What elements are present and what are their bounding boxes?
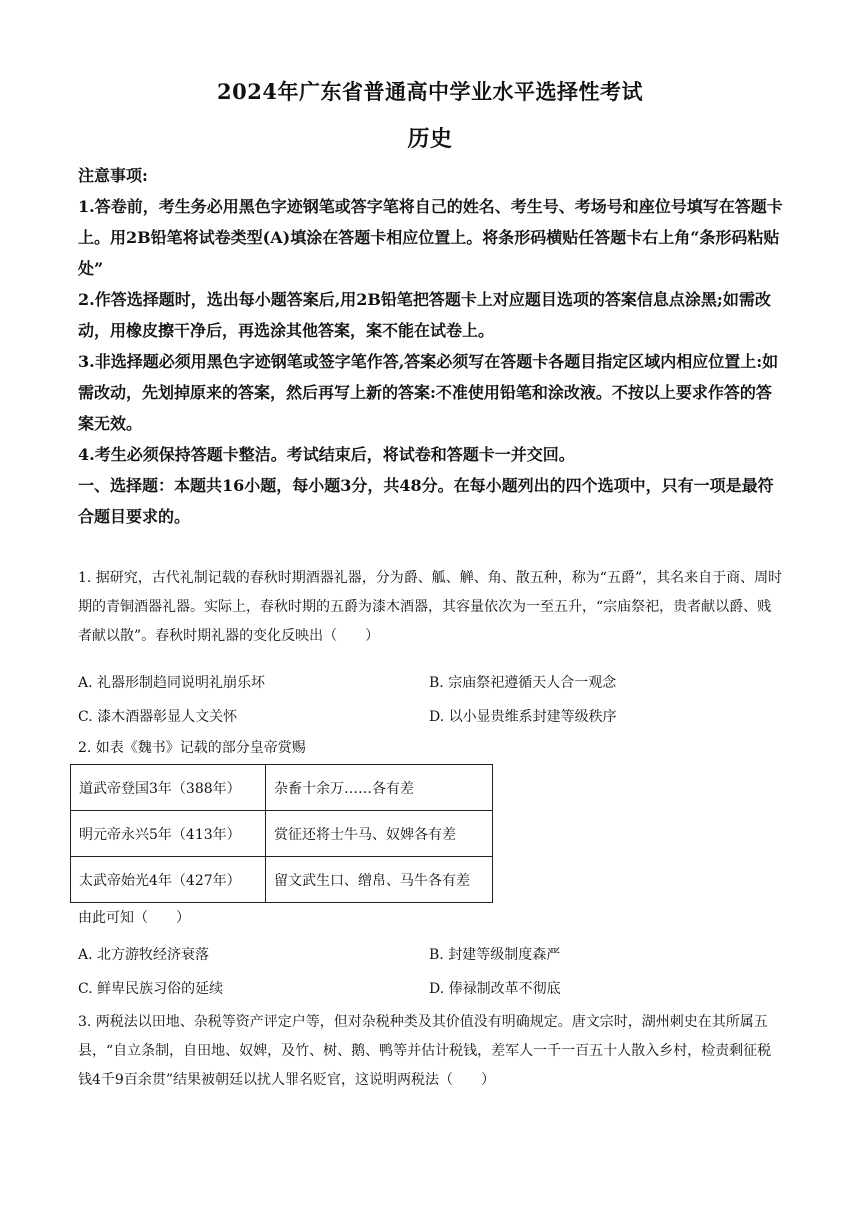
- table-row: [71, 811, 493, 857]
- option-b: B. 宗庙祭祀遵循天人合一观念: [429, 675, 617, 691]
- question-3-stem: 3. 两税法以田地、杂税等资产评定户等，但对杂税种类及其价值没有明确规定。唐文宗时，湖州刺史在其所属五县，“自立条制，自田地、奴婢，及竹、树、鹅、鸭等并估计税钱，差军人一千一百五十人散入乡村，检责剩征税钱4千9百余贯”结果被朝廷以扰人罪名贬官，这说明两税法（ ）: [78, 1014, 772, 1088]
- question-1: [78, 564, 784, 651]
- table-cell: 道武帝登国3年（388年）: [71, 765, 266, 811]
- subject-title: 历史: [407, 126, 453, 152]
- table-cell: 太武帝始光4年（427年）: [71, 857, 266, 903]
- question-2-options: [78, 944, 784, 1012]
- instruction-item: 4.考生必须保持答题卡整洁。考试结束后，将试卷和答题卡一并交回。: [78, 445, 575, 464]
- question-2-after: 由此可知（ ）: [78, 910, 190, 926]
- table-row: [71, 765, 493, 811]
- question-1-options: [78, 672, 784, 740]
- instruction-item: 1.答卷前，考生务必用黑色字迹钢笔或答字笔将自己的姓名、考生号、考场号和座位号填写在答题卡上。用2B铅笔将试卷类型(A)填涂在答题卡相应位置上。将条形码横贴任答题卡右上角“条形码粘贴处”: [78, 197, 783, 278]
- option-d: D. 以小显贵维系封建等级秩序: [429, 709, 617, 725]
- instruction-item: 3.非选择题必须用黑色字迹钢笔或签字笔作答,答案必须写在答题卡各题目指定区域内相应位置上:如需改动，先划掉原来的答案，然后再写上新的答案:不准使用铅笔和涂改液。不按以上要求作答的答案无效。: [78, 352, 779, 433]
- option-c: C. 鲜卑民族习俗的延续: [78, 981, 224, 997]
- question-2-prompt: [78, 904, 784, 933]
- instructions-heading: 注意事项:: [78, 166, 148, 185]
- instruction-item: 2.作答选择题时，选出每小题答案后,用2B铅笔把答题卡上对应题目选项的答案信息点涂黑;如需改动，用橡皮擦干净后，再选涂其他答案，案不能在试卷上。: [78, 290, 771, 340]
- option-a: A. 礼器形制趋同说明礼崩乐坏: [78, 675, 266, 691]
- table-cell: 留文武生口、缯帛、马牛各有差: [266, 857, 493, 903]
- option-b: B. 封建等级制度森严: [429, 947, 561, 963]
- question-2-stem: 2. 如表《魏书》记载的部分皇帝赏赐: [78, 740, 306, 756]
- table-cell: 赏征还将士牛马、奴婢各有差: [266, 811, 493, 857]
- option-a: A. 北方游牧经济衰落: [78, 947, 210, 963]
- table-cell: 杂畜十余万……各有差: [266, 765, 493, 811]
- rewards-table: [70, 764, 493, 903]
- table-row: [71, 857, 493, 903]
- section-heading: 一、选择题：本题共16小题，每小题3分，共48分。在每小题列出的四个选项中，只有一项是最符合题目要求的。: [78, 476, 774, 526]
- exam-title: 2024年广东省普通高中学业水平选择性考试: [217, 79, 643, 104]
- question-3: [78, 1008, 784, 1095]
- question-1-stem: 1. 据研究，古代礼制记载的春秋时期酒器礼器，分为爵、觚、觯、角、散五种，称为“五爵”，其名来自于商、周时期的青铜酒器礼器。实际上，春秋时期的五爵为漆木酒器，其容量依次为一至五升，“宗庙祭祀，贵者献以爵、贱者献以散”。春秋时期礼器的变化反映出（ ）: [78, 570, 783, 644]
- instructions: [78, 160, 784, 532]
- option-d: D. 俸禄制改革不彻底: [429, 981, 561, 997]
- table-cell: 明元帝永兴5年（413年）: [71, 811, 266, 857]
- question-2: [78, 734, 784, 763]
- option-c: C. 漆木酒器彰显人文关怀: [78, 709, 238, 725]
